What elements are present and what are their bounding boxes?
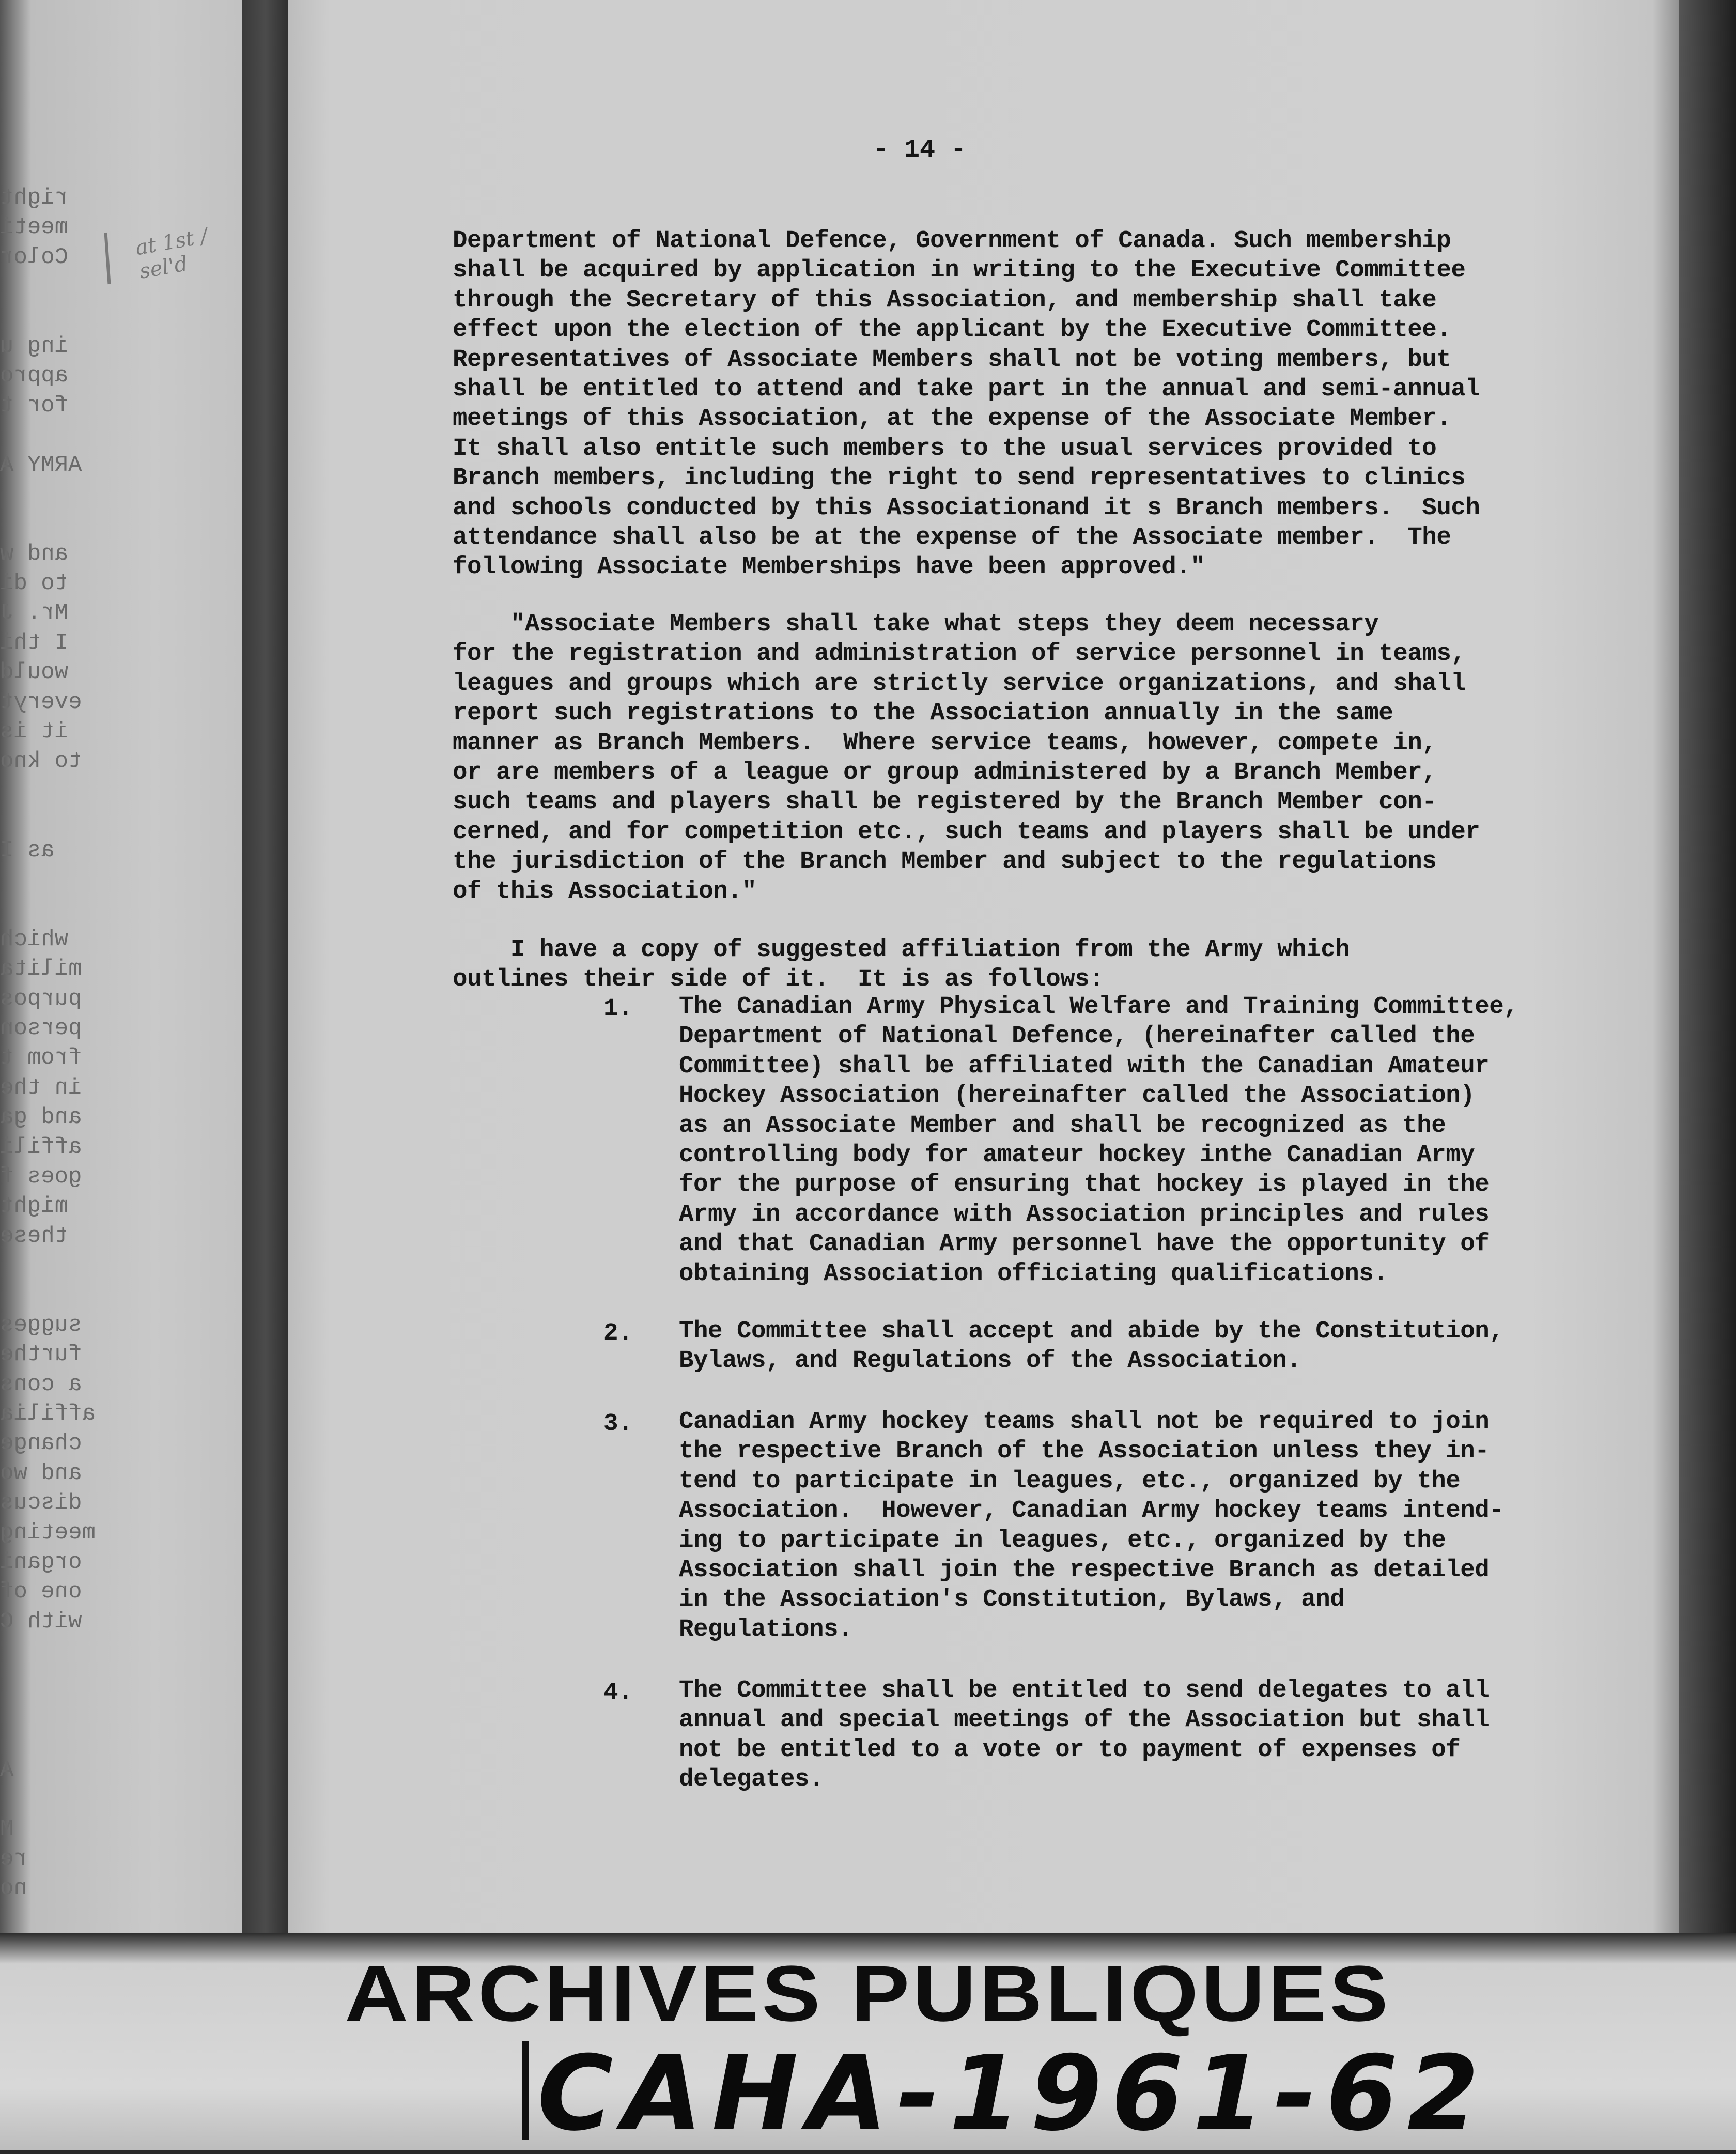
text-line: shall be entitled to attend and take part in the annual and semi-annual — [453, 375, 1480, 403]
text-line: would — [0, 659, 69, 686]
text-line: The Committee shall be entitled to send delegates to all — [679, 1676, 1490, 1704]
left-page-bleed-text — [0, 186, 227, 1906]
text-line: manner as Branch Members. Where service teams, however, compete in, — [453, 729, 1437, 757]
text-line: re — [0, 1845, 27, 1872]
text-line: to kno — [0, 748, 82, 775]
text-line: such teams and players shall be registered by the Branch Member con- — [453, 788, 1437, 817]
text-line: ARMY A — [0, 452, 82, 478]
text-line: goes f — [0, 1163, 82, 1190]
text-line: as I — [0, 837, 55, 864]
text-line: The Committee shall accept and abide by the Constitution, — [679, 1317, 1504, 1345]
text-line — [0, 898, 227, 927]
text-line: and schools conducted by this Associationand it s Branch members. Such — [453, 494, 1480, 522]
pencil-note: at 1st / sel'd — [133, 224, 210, 284]
text-line: as an Associate Member and shall be recognized as the — [679, 1111, 1446, 1140]
list-item — [679, 1317, 1504, 1376]
text-line: Bylaws, and Regulations of the Association. — [679, 1347, 1301, 1375]
text-line: and ga — [0, 1104, 82, 1131]
text-line: not be entitled to a vote or to payment of expenses of — [679, 1735, 1461, 1764]
text-line: Hockey Association (hereinafter called the Association) — [679, 1082, 1475, 1110]
list-item-number: 4. — [603, 1679, 633, 1706]
text-line: I thi — [0, 629, 69, 656]
text-line: ing u — [0, 333, 69, 359]
text-line: effect upon the election of the applicant by the Executive Committee. — [453, 316, 1451, 344]
text-line: might — [0, 1193, 69, 1220]
text-line: controlling body for amateur hockey inthe Canadian Army — [679, 1141, 1475, 1169]
text-line: report such registrations to the Association annually in the same — [453, 699, 1393, 728]
paragraph-3 — [453, 935, 1350, 995]
text-line: person — [0, 1015, 82, 1041]
text-line — [0, 483, 227, 512]
text-line — [0, 1728, 227, 1758]
list-item — [679, 992, 1518, 1289]
text-line: which — [0, 926, 69, 952]
text-line: outlines their side of it. It is as follows: — [453, 965, 1104, 994]
text-line — [0, 779, 227, 809]
list-item-number: 2. — [603, 1319, 633, 1347]
text-line: A — [0, 1757, 14, 1783]
text-line — [0, 809, 227, 838]
text-line: appro — [0, 363, 69, 389]
text-line: one of — [0, 1579, 82, 1605]
text-line: meetings of this Association, at the expense of the Associate Member. — [453, 405, 1451, 433]
text-line — [0, 1254, 227, 1283]
text-line: these — [0, 1223, 69, 1249]
text-line — [0, 1699, 227, 1728]
text-line: and that Canadian Army personnel have the opportunity of — [679, 1230, 1490, 1258]
text-line: everyt — [0, 689, 82, 715]
page-number: - 14 - — [873, 135, 967, 165]
text-line: change — [0, 1430, 82, 1457]
text-line — [0, 1283, 227, 1313]
handwritten-reference: CAHA-1961-62 — [537, 2034, 1489, 2154]
text-line: milita — [0, 956, 82, 982]
text-line: for the purpose of ensuring that hockey is played in the — [679, 1171, 1490, 1199]
text-line: in the — [0, 1074, 82, 1101]
text-line: it is — [0, 719, 69, 745]
text-line: Association shall join the respective Branch as detailed — [679, 1556, 1490, 1584]
text-line: with C — [0, 1608, 82, 1635]
pencil-annotation — [106, 224, 240, 305]
list-item — [679, 1407, 1504, 1644]
text-line: no — [0, 1875, 27, 1902]
text-line: Representatives of Associate Members shall not be voting members, but — [453, 345, 1451, 374]
text-line: Department of National Defence, Government of Canada. Such membership — [453, 227, 1451, 255]
text-line — [0, 305, 227, 334]
left-facing-page — [0, 0, 243, 1933]
text-line: cerned, and for competition etc., such teams and players shall be under — [453, 818, 1480, 846]
text-line: ing to participate in leagues, etc., organized by the — [679, 1526, 1446, 1555]
text-line: Regulations. — [679, 1615, 853, 1643]
text-line: and w — [0, 541, 69, 567]
text-line: meeti — [0, 214, 69, 241]
text-line — [0, 868, 227, 898]
text-line: obtaining Association officiating qualifications. — [679, 1259, 1388, 1288]
text-line: Department of National Defence, (hereinafter called the — [679, 1022, 1475, 1051]
text-line: annual and special meetings of the Association but shall — [679, 1706, 1490, 1734]
text-line: discus — [0, 1490, 82, 1516]
text-line — [0, 1788, 227, 1817]
text-line — [0, 423, 227, 453]
text-line: shall be acquired by application in writing to the Executive Committee — [453, 256, 1466, 285]
text-line: a cons — [0, 1371, 82, 1397]
text-line: It shall also entitle such members to the usual services provided to — [453, 434, 1437, 463]
list-item-number: 3. — [603, 1410, 633, 1438]
text-line — [0, 512, 227, 542]
text-line: in the Association's Constitution, Bylaws, and — [679, 1586, 1345, 1614]
text-line: Color — [0, 244, 69, 270]
right-page-edge — [1679, 0, 1736, 1943]
paragraph-2 — [453, 610, 1480, 906]
text-line: furthe — [0, 1342, 82, 1368]
text-line: right — [0, 185, 69, 211]
text-line: Committee) shall be affiliated with the Canadian Amateur — [679, 1052, 1490, 1080]
text-line: Branch members, including the right to send representatives to clinics — [453, 464, 1466, 493]
text-line: M — [0, 1816, 14, 1842]
text-line: and wo — [0, 1460, 82, 1486]
text-line: the respective Branch of the Association unless they in- — [679, 1437, 1490, 1466]
text-line: The Canadian Army Physical Welfare and Training Committee, — [679, 993, 1518, 1021]
text-line: for t — [0, 392, 69, 419]
text-line: "Associate Members shall take what steps they deem necessary — [453, 610, 1379, 638]
text-line: leagues and groups which are strictly service organizations, and shall — [453, 669, 1466, 698]
text-line: affili — [0, 1134, 82, 1160]
text-line: through the Secretary of this Association, and membership shall take — [453, 286, 1437, 314]
text-line: of this Association." — [453, 877, 757, 905]
text-line — [0, 1639, 227, 1669]
text-line: sugges — [0, 1312, 82, 1338]
text-line: Mr. J — [0, 600, 69, 626]
text-line: meeting — [0, 1519, 96, 1546]
text-line: for the registration and administration of service personnel in teams, — [453, 640, 1466, 668]
text-line: Canadian Army hockey teams shall not be required to join — [679, 1408, 1490, 1436]
list-item — [679, 1676, 1489, 1795]
text-line: organi — [0, 1549, 82, 1575]
text-line: Army in accordance with Association principles and rules — [679, 1200, 1490, 1228]
text-line — [0, 1669, 227, 1699]
text-line: following Associate Memberships have been approved." — [453, 553, 1205, 581]
text-line: the jurisdiction of the Branch Member and subject to the regulations — [453, 848, 1437, 876]
text-line: Association. However, Canadian Army hockey teams intend- — [679, 1497, 1504, 1525]
text-line: delegates. — [679, 1765, 824, 1794]
text-line: or are members of a league or group administered by a Branch Member, — [453, 758, 1437, 787]
paragraph-1 — [453, 226, 1480, 582]
text-line: to di — [0, 571, 69, 597]
text-line: from t — [0, 1045, 82, 1071]
text-line: affilia — [0, 1401, 96, 1427]
list-item-number: 1. — [603, 995, 633, 1023]
text-line: purpos — [0, 986, 82, 1012]
archives-stamp: ARCHIVES PUBLIQUES — [345, 1949, 1391, 2038]
text-line: attendance shall also be at the expense of the Associate member. The — [453, 523, 1451, 551]
book-binding — [242, 0, 289, 1948]
text-line: I have a copy of suggested affiliation from the Army which — [453, 936, 1350, 964]
text-line: tend to participate in leagues, etc., organized by the — [679, 1467, 1461, 1495]
